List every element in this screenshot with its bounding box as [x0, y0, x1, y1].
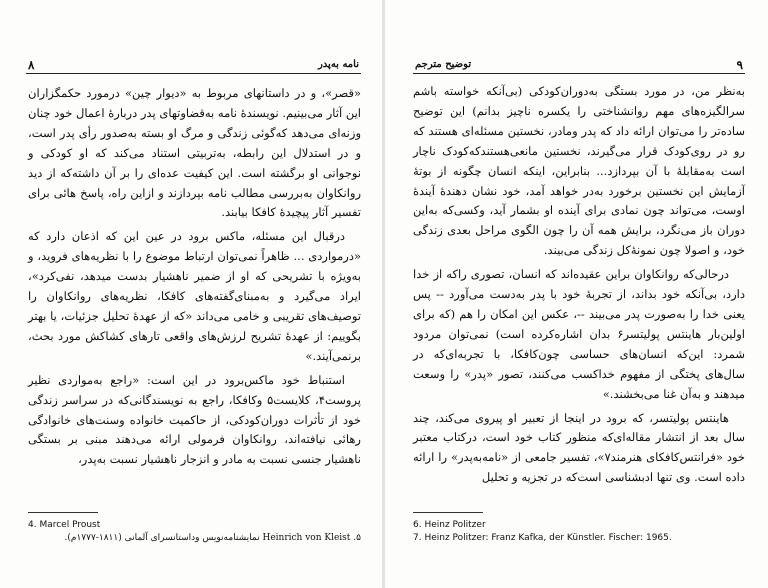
right-footnote-1: 6. Heinz Politzer: [413, 520, 486, 530]
right-footnote-2: 7. Heinz Politzer: Franz Kafka, der Künstler. Fischer: 1965.: [413, 533, 672, 543]
right-paragraph-3: هاینتس پولیتسر، که برود در اینجا از تعبیر او پیروی می‌کند، چند سال بعد از انتشار مقاله‌ای‌که منظور کتاب خود است، درکتاب معتبر خود «فرانتس‌کافکای هنرمند۷»، تفسیر جامعی از «نامه‌به‌پدر» را ارائه داده است. وی تنها ادبشناسی است‌که در تجزیه و تحلیل: [413, 410, 745, 485]
right-footnote-rule: [413, 512, 483, 513]
left-header-title: نامه به‌پدر: [317, 59, 359, 70]
right-page: [385, 0, 768, 588]
left-footnotes: [28, 519, 361, 545]
left-page-number: ۸: [28, 58, 35, 72]
right-footnotes: [413, 519, 745, 545]
right-paragraph-1: به‌نظر من، در مورد بستگی به‌دوران‌کودکی (بی‌آنکه خواسته باشم سرالگیزه‌های مهم روانشناختی را یکسره ناچیز بدانم) این توضیح ساده‌تر را می‌توان ارائه داد که پدر ومادر، نخستین مسئله‌ای هستند که رو در روی‌کودک قرار می‌گیرند، نخستین مانعی‌هستندکه‌کودک ناچار است به‌مقابلهٔ با آن بپردازد... بنابراین، اینکه انسان چگونه از بوتهٔ آزمایش این نخستین برخورد به‌در خواهد آمد، خود نشان دهندهٔ آیندهٔ اوست، می‌تواند چون نمادی برای آینده او بشمار آید، وکسی‌که به‌این دوران باز می‌نگرد، برایش همه آن را چون الگوی مراحل بعدی زندگی خود، و اصولا چون نمونهٔ‌کل زندگی می‌بیند.: [413, 84, 745, 258]
right-paragraph-2: درحالی‌که روانکاوان براین عقیده‌اند که انسان، تصوری را‌که از خدا دارد، بی‌آنکه خود بداند، از تجربهٔ خود با پدر به‌دست می‌آورد -- پس یعنی خدا را به‌صورت پدر می‌بیند --، عکس این امکان را هم (که برای اولین‌بار هاینتس پولیتسر۶ بدان اشاره‌کرده است) نمی‌توان مردود شمرد: این‌که انسان‌های حساسی چون‌کافکا، با تجربه‌ای‌که در سال‌های پختگی از مفهوم خدا‌کسب می‌کنند، تصور «پدر» را وسعت میدهند و به‌آن غنا می‌بخشند.»: [413, 267, 745, 401]
left-paragraph-1: «قصر»، و در داستانهای مربوط به «دیوار چین» درمورد حکمگزاران این آثار می‌بینیم. نویسندهٔ نامه به‌قضاوتهای پدر دربارهٔ اعمال خود چنان وزنه‌ای می‌دهد که‌گوئی زندگی و مرگ او بسته به‌صدور رأی پدر است، و در استدلال این رابطه، به‌تربیتی استناد می‌کند که او کودکی و نوجوانی او برگشته است. این کیفیت عده‌ای را بر آن داشته‌که از دید روانکاوان به‌بررسی مطالب نامه بپردازند و ازاین راه، پاسخ هائی برای تفسیر آثار پیچیدهٔ کافکا بیابند.: [28, 86, 361, 220]
left-paragraph-2: درقبال این مسئله، ماکس برود در عین این که اذعان دارد که «درمواردی ... ظاهراً نمی‌توان ارتباط موضوع را با نظریه‌های فروید، و به‌ویژه با تشریحی که او از ضمیر ناهشیار بدست میدهد، نفی‌کرد»، ایراد می‌گیرد و به‌مبنای‌گفته‌های کافکا، نظریه‌های روانکاوان را توصیف‌های تقریبی و خامی می‌داند «که از عهدهٔ تحلیل جزئیات، یا بهتر بگوییم: از عهدهٔ تشریح لرزش‌های واقعی تارهای کشاکش مورد بحث، برنمی‌آیند.»: [28, 229, 361, 363]
left-footnote-rule: [28, 512, 98, 513]
right-page-number: ۹: [736, 58, 743, 72]
left-body-text: [28, 84, 361, 470]
left-paragraph-3: استنباط خود ماکس‌برود در این است: «راجع به‌مواردی نظیر پروست۴، کلایست۵ وکافکا، راجع به نویسندگانی‌که در سراسر زندگی خود از تأثرات دوران‌کودکی، از حاکمیت خانواده وسنت‌های خانوادگی رهائی نیافته‌اند، روانکاوان فرمولی ارائه می‌دهند مبنی بر بستگی ناهشیار جنسی نسبت به مادر و انزجار ناهشیار نسبت به‌پدر،: [28, 372, 361, 467]
right-header-title: توضیح مترجم: [415, 59, 472, 70]
left-footnote-1: 4. Marcel Proust: [28, 520, 101, 530]
left-page-header: [26, 57, 361, 74]
right-body-text: [413, 82, 745, 488]
right-page-header: [413, 57, 745, 74]
left-page: [0, 0, 383, 588]
left-footnote-2: ۵. Heinrich von Kleist نمایشنامه‌نویس وداستانسرای آلمانی (۱۸۱۱-۱۷۷۷م).: [64, 533, 361, 543]
